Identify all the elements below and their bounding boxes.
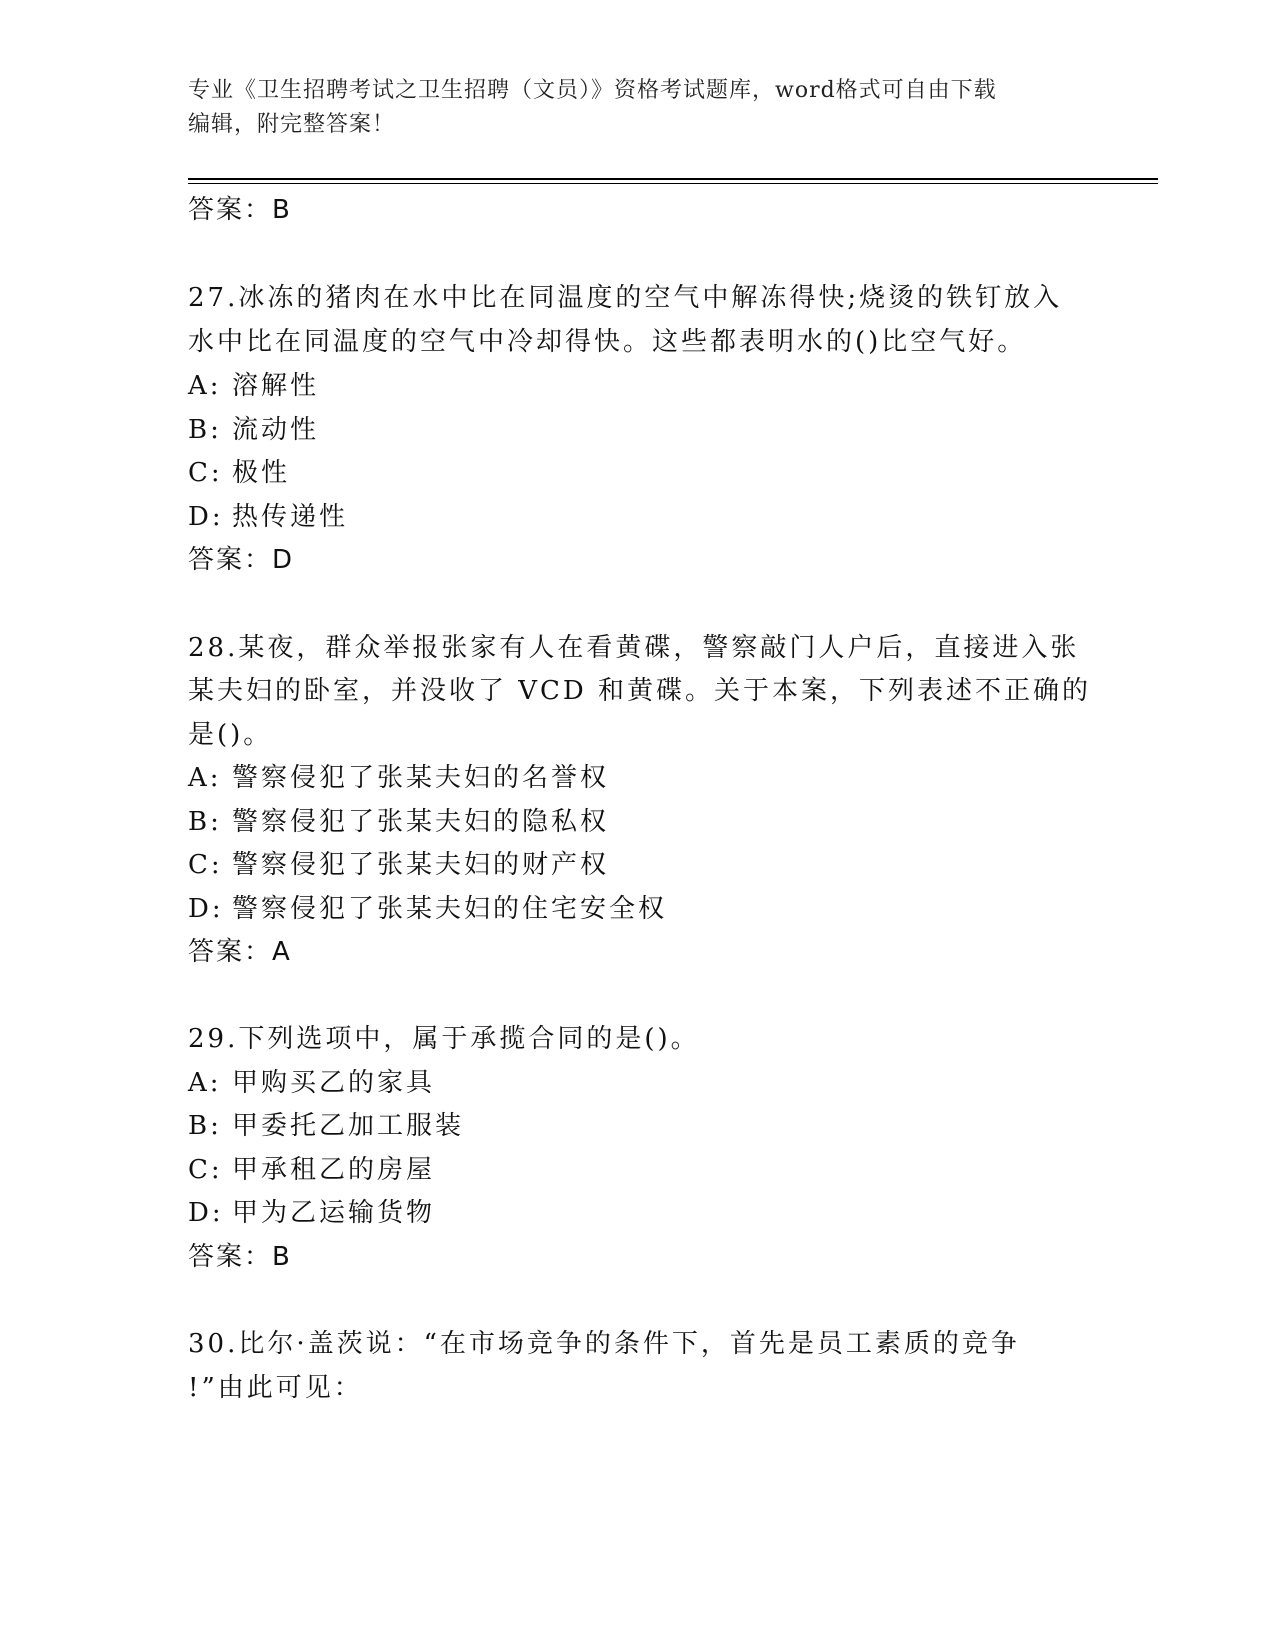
option-key: C: <box>188 458 223 488</box>
header-line-2: 编辑，附完整答案！ <box>188 112 396 137</box>
option-28-c <box>188 845 609 885</box>
question-28-stem-line-2: 某夫妇的卧室，并没收了 VCD 和黄碟。关于本案，下列表述不正确的 <box>188 676 1092 706</box>
option-key: A: <box>188 763 222 793</box>
option-key: D: <box>188 894 224 924</box>
option-text: 甲为乙运输货物 <box>232 1198 436 1228</box>
option-key: A: <box>188 1068 222 1098</box>
answer-q26: 答案：B <box>188 195 292 225</box>
option-key: C: <box>188 1155 223 1185</box>
answer-q29: 答案：B <box>188 1242 292 1272</box>
option-28-b <box>188 802 609 842</box>
option-text: 甲购买乙的家具 <box>232 1068 436 1098</box>
option-key: B: <box>188 415 222 445</box>
option-key: A: <box>188 371 222 401</box>
option-text: 警察侵犯了张某夫妇的住宅安全权 <box>232 894 668 924</box>
question-30-stem-line-1: 30.比尔·盖茨说：“在市场竞争的条件下，首先是员工素质的竞争 <box>188 1329 1020 1359</box>
header-divider-thick <box>188 178 1158 180</box>
option-29-c <box>188 1150 435 1190</box>
answer-q27: 答案：D <box>188 545 295 575</box>
option-29-a <box>188 1063 435 1103</box>
option-27-a <box>188 366 319 406</box>
option-28-d <box>188 889 667 929</box>
question-27-stem-line-1: 27.冰冻的猪肉在水中比在同温度的空气中解冻得快;烧烫的铁钉放入 <box>188 283 1063 313</box>
option-27-b <box>188 410 319 450</box>
question-28-stem-line-3: 是()。 <box>188 720 273 750</box>
option-28-a <box>188 758 609 798</box>
option-text: 溶解性 <box>232 371 320 401</box>
question-30-stem-line-2: !”由此可见： <box>188 1373 363 1403</box>
option-text: 极性 <box>232 458 291 488</box>
option-text: 甲承租乙的房屋 <box>232 1155 436 1185</box>
option-key: D: <box>188 502 224 532</box>
option-text: 警察侵犯了张某夫妇的财产权 <box>232 850 610 880</box>
option-text: 热传递性 <box>232 502 349 532</box>
option-27-d <box>188 497 348 537</box>
question-29-stem-line-1: 29.下列选项中，属于承揽合同的是()。 <box>188 1024 700 1054</box>
answer-q28: 答案：A <box>188 937 292 967</box>
option-key: C: <box>188 850 223 880</box>
option-text: 流动性 <box>232 415 320 445</box>
question-27-stem-line-2: 水中比在同温度的空气中冷却得快。这些都表明水的()比空气好。 <box>188 327 1027 357</box>
option-29-b <box>188 1106 464 1146</box>
option-text: 警察侵犯了张某夫妇的隐私权 <box>232 807 610 837</box>
option-27-c <box>188 453 290 493</box>
option-key: D: <box>188 1198 224 1228</box>
option-29-d <box>188 1193 435 1233</box>
option-text: 甲委托乙加工服装 <box>232 1111 465 1141</box>
header-line-1: 专业《卫生招聘考试之卫生招聘（文员）》资格考试题库，word格式可自由下载 <box>188 78 997 103</box>
option-key: B: <box>188 1111 222 1141</box>
header-text <box>188 74 1088 142</box>
header-divider-thin <box>188 183 1158 184</box>
question-28-stem-line-1: 28.某夜，群众举报张家有人在看黄碟，警察敲门人户后，直接进入张 <box>188 633 1080 663</box>
option-text: 警察侵犯了张某夫妇的名誉权 <box>232 763 610 793</box>
option-key: B: <box>188 807 222 837</box>
